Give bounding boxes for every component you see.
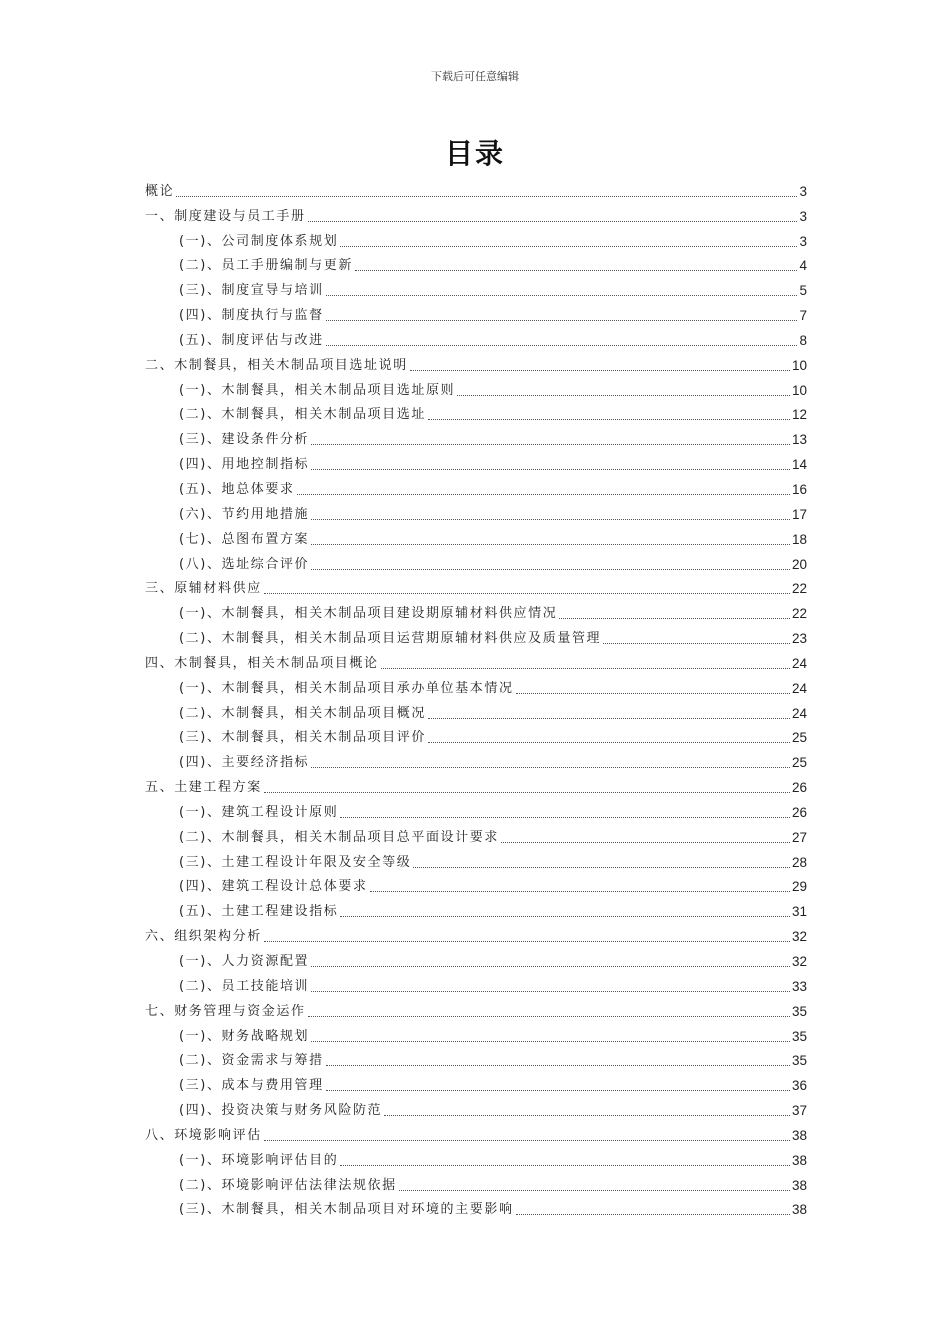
toc-entry-page-number: 3 [799, 233, 807, 249]
toc-entry-page-number: 3 [799, 208, 807, 224]
toc-entry[interactable] [145, 1144, 807, 1169]
dot-leader [311, 444, 790, 445]
toc-entry-page-number: 13 [791, 432, 807, 448]
toc-entry-page-number: 38 [791, 1152, 807, 1168]
toc-entry-label: 三、原辅材料供应 [145, 581, 262, 597]
toc-entry-page-number: 22 [791, 606, 807, 622]
toc-entry-label: 五、土建工程方案 [145, 780, 262, 796]
dot-leader [370, 891, 790, 892]
toc-entry-label: (四)、用地控制指标 [179, 457, 310, 473]
dot-leader [410, 370, 790, 371]
toc-entry[interactable] [145, 374, 807, 399]
dot-leader [311, 1041, 790, 1042]
toc-entry-page-number: 35 [791, 1003, 807, 1019]
toc-entry[interactable] [145, 771, 807, 796]
dot-leader [311, 767, 790, 768]
dot-leader [311, 991, 790, 992]
toc-entry[interactable] [145, 722, 807, 747]
toc-entry-label: (三)、成本与费用管理 [179, 1078, 324, 1094]
toc-entry-label: (二)、木制餐具，相关木制品项目运营期原辅材料供应及质量管理 [179, 631, 602, 647]
toc-entry[interactable] [145, 697, 807, 722]
toc-entry[interactable] [145, 349, 807, 374]
dot-leader [264, 941, 790, 942]
toc-entry-label: (五)、制度评估与改进 [179, 332, 324, 348]
toc-entry-page-number: 25 [791, 730, 807, 746]
toc-entry-label: (三)、木制餐具，相关木制品项目评价 [179, 730, 426, 746]
toc-entry[interactable] [145, 1020, 807, 1045]
toc-entry-page-number: 23 [791, 631, 807, 647]
toc-entry[interactable] [145, 498, 807, 523]
toc-entry[interactable] [145, 995, 807, 1020]
dot-leader [264, 1140, 790, 1141]
toc-entry[interactable] [145, 423, 807, 448]
toc-entry-page-number: 12 [791, 407, 807, 423]
toc-entry-page-number: 38 [791, 1177, 807, 1193]
toc-entry-page-number: 20 [791, 556, 807, 572]
toc-entry-page-number: 17 [791, 506, 807, 522]
dot-leader [326, 1065, 790, 1066]
toc-entry-page-number: 32 [791, 954, 807, 969]
dot-leader [311, 519, 790, 520]
table-of-contents [145, 175, 807, 1218]
toc-entry-label: (三)、制度宣导与培训 [179, 283, 324, 299]
dot-leader [311, 966, 790, 967]
toc-entry-page-number: 29 [791, 879, 807, 895]
toc-entry-page-number: 24 [791, 680, 807, 696]
dot-leader [176, 196, 797, 197]
toc-entry-page-number: 35 [791, 1028, 807, 1044]
toc-entry-label: 概论 [145, 183, 175, 199]
dot-leader [311, 544, 790, 545]
toc-entry-label: (四)、投资决策与财务风险防范 [179, 1103, 383, 1119]
toc-entry-label: 四、木制餐具，相关木制品项目概论 [145, 655, 379, 671]
toc-entry[interactable] [145, 200, 807, 225]
toc-entry-page-number: 5 [799, 283, 807, 299]
toc-entry-label: (三)、建设条件分析 [179, 432, 310, 448]
dot-leader [384, 1115, 790, 1116]
toc-entry-label: (四)、主要经济指标 [179, 755, 310, 771]
toc-entry-label: (二)、木制餐具，相关木制品项目选址 [179, 407, 426, 423]
dot-leader [340, 1165, 790, 1166]
toc-entry-label: (一)、人力资源配置 [179, 954, 310, 969]
toc-entry-label: (三)、土建工程设计年限及安全等级 [179, 854, 412, 870]
toc-entry-label: (六)、节约用地措施 [179, 506, 310, 522]
toc-entry-label: 七、财务管理与资金运作 [145, 1003, 306, 1019]
toc-entry[interactable] [145, 895, 807, 920]
toc-entry-page-number: 4 [799, 258, 807, 274]
toc-entry-page-number: 32 [791, 929, 807, 945]
toc-entry-label: 六、组织架构分析 [145, 929, 262, 945]
toc-entry-page-number: 8 [799, 332, 807, 348]
page-title: 目录 [444, 137, 505, 170]
toc-entry-label: (二)、资金需求与筹措 [179, 1053, 324, 1069]
header-note: 下载后可任意编辑 [431, 70, 519, 83]
toc-entry-page-number: 36 [791, 1078, 807, 1094]
toc-entry-label: (一)、环境影响评估目的 [179, 1152, 339, 1168]
dot-leader [559, 618, 790, 619]
toc-entry-label: (四)、建筑工程设计总体要求 [179, 879, 368, 895]
toc-entry[interactable] [145, 399, 807, 424]
dot-leader [340, 817, 790, 818]
toc-entry-label: (二)、木制餐具，相关木制品项目概况 [179, 705, 426, 721]
toc-entry-page-number: 22 [791, 581, 807, 597]
dot-leader [264, 792, 790, 793]
toc-entry[interactable] [145, 970, 807, 995]
toc-entry-page-number: 3 [799, 183, 807, 199]
dot-leader [326, 295, 798, 296]
toc-entry[interactable] [145, 548, 807, 573]
dot-leader [326, 1090, 790, 1091]
toc-entry-label: (二)、员工技能培训 [179, 978, 310, 994]
toc-entry[interactable] [145, 1194, 807, 1219]
toc-entry[interactable] [145, 274, 807, 299]
toc-entry-page-number: 10 [791, 382, 807, 398]
toc-entry[interactable] [145, 796, 807, 821]
toc-entry-page-number: 14 [791, 457, 807, 473]
dot-leader [516, 1214, 790, 1215]
dot-leader [381, 668, 790, 669]
toc-entry-label: (一)、木制餐具，相关木制品项目选址原则 [179, 382, 456, 398]
toc-entry-label: (一)、建筑工程设计原则 [179, 804, 339, 820]
toc-entry-label: (二)、木制餐具，相关木制品项目总平面设计要求 [179, 829, 499, 845]
toc-entry[interactable] [145, 821, 807, 846]
toc-entry-label: (二)、环境影响评估法律法规依据 [179, 1177, 397, 1193]
dot-leader [603, 643, 790, 644]
toc-entry[interactable] [145, 746, 807, 771]
dot-leader [355, 270, 798, 271]
dot-leader [413, 867, 790, 868]
toc-entry-page-number: 28 [791, 854, 807, 870]
toc-entry-label: (八)、选址综合评价 [179, 556, 310, 572]
toc-entry[interactable] [145, 597, 807, 622]
toc-entry[interactable] [145, 846, 807, 871]
toc-entry-page-number: 16 [791, 481, 807, 497]
toc-entry[interactable] [145, 647, 807, 672]
toc-entry-page-number: 24 [791, 705, 807, 721]
toc-entry[interactable] [145, 250, 807, 275]
toc-entry-label: (一)、木制餐具，相关木制品项目建设期原辅材料供应情况 [179, 606, 558, 622]
toc-entry[interactable] [145, 1045, 807, 1070]
toc-entry[interactable] [145, 945, 807, 970]
toc-entry[interactable] [145, 920, 807, 945]
dot-leader [264, 593, 790, 594]
toc-entry-page-number: 31 [791, 904, 807, 920]
toc-entry-page-number: 35 [791, 1053, 807, 1069]
toc-entry-label: (三)、木制餐具，相关木制品项目对环境的主要影响 [179, 1202, 514, 1218]
toc-entry[interactable] [145, 871, 807, 896]
toc-entry-label: (一)、公司制度体系规划 [179, 233, 339, 249]
toc-entry[interactable] [145, 448, 807, 473]
toc-entry-page-number: 33 [791, 978, 807, 994]
dot-leader [516, 693, 790, 694]
toc-entry-label: (一)、木制餐具，相关木制品项目承办单位基本情况 [179, 680, 514, 696]
toc-entry[interactable] [145, 1169, 807, 1194]
toc-entry-page-number: 18 [791, 531, 807, 547]
dot-leader [340, 246, 797, 247]
dot-leader [428, 718, 790, 719]
dot-leader [308, 1016, 790, 1017]
toc-entry[interactable] [145, 324, 807, 349]
toc-entry[interactable] [145, 225, 807, 250]
dot-leader [457, 395, 790, 396]
toc-entry[interactable] [145, 523, 807, 548]
dot-leader [399, 1190, 790, 1191]
toc-entry-page-number: 24 [791, 655, 807, 671]
dot-leader [501, 842, 790, 843]
toc-entry-page-number: 26 [791, 804, 807, 820]
toc-entry-label: 一、制度建设与员工手册 [145, 208, 306, 224]
dot-leader [311, 469, 790, 470]
toc-entry[interactable] [145, 622, 807, 647]
toc-entry-label: (一)、财务战略规划 [179, 1028, 310, 1044]
toc-entry-page-number: 10 [791, 357, 807, 373]
dot-leader [297, 494, 790, 495]
dot-leader [340, 916, 790, 917]
toc-entry-page-number: 26 [791, 780, 807, 796]
toc-entry[interactable] [145, 1119, 807, 1144]
toc-entry-label: (二)、员工手册编制与更新 [179, 258, 353, 274]
toc-entry[interactable] [145, 672, 807, 697]
dot-leader [311, 569, 790, 570]
toc-entry-page-number: 38 [791, 1202, 807, 1218]
toc-entry-page-number: 7 [799, 308, 807, 324]
toc-entry[interactable] [145, 175, 807, 200]
toc-entry[interactable] [145, 299, 807, 324]
toc-entry-page-number: 27 [791, 829, 807, 845]
toc-entry-page-number: 38 [791, 1127, 807, 1143]
dot-leader [428, 742, 790, 743]
toc-entry[interactable] [145, 573, 807, 598]
dot-leader [326, 320, 798, 321]
toc-entry[interactable] [145, 1094, 807, 1119]
toc-entry-page-number: 25 [791, 755, 807, 771]
toc-entry-label: 八、环境影响评估 [145, 1127, 262, 1143]
dot-leader [326, 345, 798, 346]
toc-entry-label: 二、木制餐具，相关木制品项目选址说明 [145, 357, 408, 373]
toc-entry-page-number: 37 [791, 1103, 807, 1119]
toc-entry[interactable] [145, 1069, 807, 1094]
dot-leader [308, 221, 798, 222]
toc-entry-label: (四)、制度执行与监督 [179, 308, 324, 324]
toc-entry-label: (五)、土建工程建设指标 [179, 904, 339, 920]
toc-entry[interactable] [145, 473, 807, 498]
toc-entry-label: (七)、总图布置方案 [179, 531, 310, 547]
toc-entry-label: (五)、地总体要求 [179, 481, 295, 497]
dot-leader [428, 419, 790, 420]
